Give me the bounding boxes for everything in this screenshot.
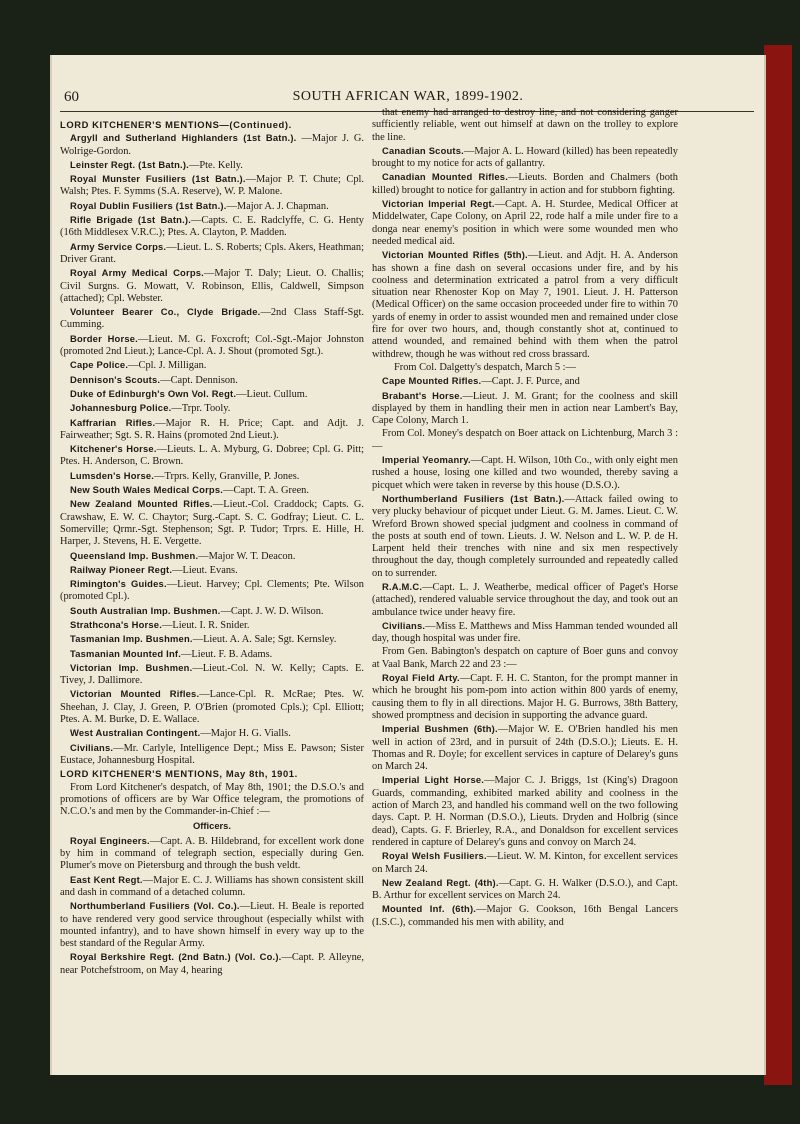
mention-entry <box>60 306 364 332</box>
paragraph: that enemy had arranged to destroy line, and not considering ganger sufficiently reliable, went out himself at dawn on the trolley to explore the line. <box>372 107 678 143</box>
mention-entry <box>372 723 678 773</box>
mention-entry <box>60 417 364 443</box>
unit-name: Leinster Regt. (1st Batn.). <box>70 158 189 170</box>
entry-text: —Capt. F. H. C. Stanton, for the prompt manner in which he brought his pom-pom into action within 800 yards of enemy, causing them to fly in all directions. Major H. G. Burrows, 38th Battery, showed promptness and decision in supporting the advance guard. <box>372 673 678 721</box>
entry-text: —Lieut. A. A. Sale; Sgt. Kernsley. <box>192 634 337 646</box>
entry-text: —Major W. E. O'Brien handled his men well in action of 23rd, and in pursuit of 24th (D.S.O.); Lieuts. E. H. Thomas and R. Doyle; for excellent services in capture of Delarey's guns on March 24. <box>372 724 678 773</box>
entry-text: —Lieut. H. Beale is reported to have rendered very good service throughout (especially whilst with mounted infantry), and to have shown himself in every way up to the best standard of the Regular Army. <box>60 901 364 950</box>
unit-name: New Zealand Regt. (4th). <box>382 876 499 888</box>
entry-text: —Lieuts. Borden and Chalmers (both killed) brought to notice for gallantry in action and for stubborn fighting. <box>372 172 678 196</box>
mention-entry <box>60 619 364 632</box>
unit-name: Army Service Corps. <box>70 240 167 252</box>
running-title: SOUTH AFRICAN WAR, 1899-1902. <box>292 89 524 104</box>
entry-text: —Capt. P. Alleyne, near Potchefstroom, on May 4, hearing <box>60 952 365 976</box>
mention-entry <box>60 484 364 497</box>
mention-entry <box>60 564 364 577</box>
entry-text: —Trpr. Tooly. <box>171 403 231 415</box>
mention-entry <box>60 648 364 661</box>
unit-name: Victorian Mounted Rifles (5th). <box>382 249 528 261</box>
mention-entry <box>372 493 678 580</box>
mention-entry <box>372 145 678 171</box>
mention-entry <box>60 874 364 900</box>
unit-name: Cape Mounted Rifles. <box>382 375 482 387</box>
mention-entry <box>60 173 364 199</box>
mention-entry <box>60 267 364 305</box>
entry-text: —Pte. Kelly. <box>188 159 243 171</box>
entry-text: —Lieut. Harvey; Cpl. Clements; Pte. Wilson (promoted Cpl.). <box>60 579 364 603</box>
mention-entry <box>60 605 364 618</box>
unit-name: Northumberland Fusiliers (1st Batn.). <box>382 492 565 504</box>
mention-entry <box>60 550 364 563</box>
mention-entry <box>60 688 364 726</box>
unit-name: Victorian Imperial Regt. <box>382 198 495 210</box>
entry-text: —Major W. T. Deacon. <box>198 550 296 562</box>
unit-name: Royal Engineers. <box>70 834 150 846</box>
entry-text: —Lieut. I. R. Snider. <box>162 619 250 631</box>
unit-name: Brabant's Horse. <box>382 389 463 401</box>
mention-entry <box>60 159 364 172</box>
entry-text: —Lieut.-Col. Craddock; Capts. G. Crawshaw, E. W. C. Chaytor; Surg.-Capt. S. C. Godfray; Lieut. C. L. Somerville; Qrmr.-Sgt. Stephenson; Sgt. P. Tudor; Trprs. E. Hille, H. Harper, J. Stevens, H. E. Vergette. <box>60 499 364 548</box>
mention-entry <box>60 470 364 483</box>
unit-name: Argyll and Sutherland Highlanders (1st Batn.). <box>70 132 297 144</box>
unit-name: Royal Welsh Fusiliers. <box>382 850 487 862</box>
unit-name: Kitchener's Horse. <box>70 443 157 455</box>
unit-name: Cape Police. <box>70 359 129 371</box>
entry-text: —Lieut. Evans. <box>172 564 238 576</box>
entry-text: —Attack failed owing to very plucky behaviour of picquet under Lieut. G. M. James. Lieut. C. W. Wreford Brown showed special judgment and coolness in command of the posts at south end of town. Lieuts. J. W. Nelson and L. W. P. de H. Larpent held their trenches with nine and six men respectively throughout the day, though completely surrounded and repeatedly called on to surrender. <box>372 493 678 579</box>
entry-text: —Capt. A. H. Sturdee, Medical Officer at Middelwater, Cape Colony, on April 22, rode half a mile under fire to a donga near enemy's position in which were some wounded men who needed medical aid. <box>372 199 679 247</box>
unit-name: Royal Munster Fusiliers (1st Batn.). <box>70 173 246 185</box>
unit-name: Canadian Mounted Rifles. <box>382 171 509 183</box>
entry-text: —Lieut. and Adjt. H. A. Anderson has shown a fine dash on several occasions under fire, and by his coolness and determination extricated a patrol from a very difficult situation near Rhenoster Kop on May 7, 1901. Lieut. J. H. Patterson (Medical Officer) on the same occasion proceeded under fire to within 70 yards of enemy in order to assist wounded men and remained under close fire for over two hours, and, though constantly shot at, continued to attend wounded, and remained behind with them when the patrol withdrew, though he was without red cross brassard. <box>372 250 678 360</box>
unit-name: Victorian Mounted Rifles. <box>70 688 200 700</box>
mention-entry <box>60 333 364 359</box>
mention-entry <box>60 402 364 415</box>
page-number: 60 <box>64 89 79 105</box>
entry-text: —Capts. C. E. Radclyffe, C. G. Henty (16th Middlesex V.R.C.); Ptes. A. Clayton, P. Madden. <box>60 215 364 239</box>
mention-entry <box>372 877 678 903</box>
unit-name: Johannesburg Police. <box>70 402 172 414</box>
mention-entry <box>60 900 364 950</box>
entry-text: —Major A. L. Howard (killed) has been repeatedly brought to my notice for acts of gallantry. <box>372 145 678 170</box>
entry-text: —Major G. Cookson, 16th Bengal Lancers (I.S.C.), commanded his men with ability, and <box>372 904 678 928</box>
entry-text: —Capt. J. W. D. Wilson. <box>220 605 324 617</box>
mention-entry <box>60 443 364 469</box>
mention-entry <box>372 850 678 876</box>
entry-text: —Capt. H. Wilson, 10th Co., with only eight men rushed a house, losing one killed and two wounded, thereby saving a picquet which were taken in reverse by this house (D.S.O.). <box>372 455 678 491</box>
unit-name: Rimington's Guides. <box>70 578 167 590</box>
entry-text: —Mr. Carlyle, Intelligence Dept.; Miss E. Pawson; Sister Eustace, Johannesburg Hospital. <box>60 742 364 766</box>
mention-entry <box>60 662 364 688</box>
entry-text: —Major R. H. Price; Capt. and Adjt. J. Fairweather; Sgt. S. R. Hains (promoted 2nd Lieut.). <box>60 417 365 441</box>
unit-name: South Australian Imp. Bushmen. <box>70 604 221 616</box>
mention-entry <box>372 198 678 248</box>
subheading: Officers. <box>192 820 232 832</box>
mention-entry <box>372 774 678 849</box>
mention-entry <box>60 498 364 548</box>
entry-text: —Lieut.-Col. N. W. Kelly; Capts. E. Tivey, J. Dallimore. <box>60 662 364 687</box>
entry-text: —Capt. T. A. Green. <box>223 485 309 497</box>
unit-name: Canadian Scouts. <box>382 144 464 156</box>
entry-text: —Lieut. F. B. Adams. <box>181 648 273 660</box>
mention-entry <box>372 171 678 197</box>
mention-entry <box>372 249 678 361</box>
paragraph: From Gen. Babington's despatch on capture of Boer guns and convoy at Vaal Bank, March 22 and 23 :— <box>372 646 678 670</box>
mention-entry <box>372 672 678 722</box>
entry-text: —Major P. T. Chute; Cpl. Walsh; Ptes. F. Symms (S.A. Reserve), W. P. Malone. <box>60 174 364 198</box>
entry-text: —Capt. J. F. Purce, and <box>481 376 580 388</box>
entry-text: —Lieuts. L. A. Myburg, G. Dobree; Cpl. G. Pitt; Ptes. H. Anderson, C. Brown. <box>60 444 364 468</box>
unit-name: Royal Army Medical Corps. <box>70 267 204 279</box>
unit-name: Victorian Imp. Bushmen. <box>70 661 193 673</box>
left-column <box>60 119 364 978</box>
entry-text: —Trprs. Kelly, Granville, P. Jones. <box>154 470 300 482</box>
mention-entry <box>60 742 364 768</box>
unit-name: Lumsden's Horse. <box>70 469 155 481</box>
entry-text: —Lieut. J. M. Grant; for the coolness and skill displayed by them in handling their men in action near Lambert's Bay, Cape Colony, March 1. <box>372 390 678 427</box>
entry-text: —Major E. C. J. Williams has shown consistent skill and dash in command of a detached column. <box>60 874 364 898</box>
unit-name: Mounted Inf. (6th). <box>382 903 477 915</box>
unit-name: Royal Dublin Fusiliers (1st Batn.). <box>70 199 227 211</box>
unit-name: R.A.M.C. <box>382 580 423 592</box>
unit-name: Civilians. <box>70 741 114 753</box>
mention-entry <box>372 581 678 619</box>
mention-entry <box>60 200 364 213</box>
entry-text: —Major C. J. Briggs, 1st (King's) Dragoon Guards, commanding, exhibited marked ability and coolness in the action of March 23, and handled his command well on the two following days. Capt. P. H. Norman (D.S.O.), Lieuts. Dryden and Holbrig (since dead), Capts. G. F. Brierley, R.A., and Donaldson for excellent services rendered in capture of Delarey's guns and convoy on March 24. <box>372 775 679 848</box>
unit-name: Rifle Brigade (1st Batn.). <box>70 214 192 226</box>
mention-entry <box>60 578 364 604</box>
unit-name: Royal Berkshire Regt. (2nd Batn.) (Vol. Co.). <box>70 951 282 963</box>
entry-text: —Major J. G. Wolrige-Gordon. <box>60 133 365 157</box>
mention-entry <box>60 951 364 977</box>
book-page <box>50 55 766 1075</box>
unit-name: Kaffrarian Rifles. <box>70 416 156 428</box>
entry-text: —Lieut. L. S. Roberts; Cpls. Akers, Heathman; Driver Grant. <box>60 241 364 265</box>
unit-name: Northumberland Fusiliers (Vol. Co.). <box>70 900 240 912</box>
unit-name: Volunteer Bearer Co., Clyde Brigade. <box>70 306 261 318</box>
entry-text: —Miss E. Matthews and Miss Hamman tended wounded all day, though hospital was under fire. <box>372 620 678 645</box>
mention-entry <box>372 390 678 428</box>
unit-name: Strathcona's Horse. <box>70 618 162 630</box>
unit-name: Imperial Bushmen (6th). <box>382 723 498 735</box>
entry-text: —Lance-Cpl. R. McRae; Ptes. W. Sheehan, J. Clay, J. Green, P. O'Brien (promoted Cpls.); Cpl. Elliott; Ptes. A. M. Burke, D. E. Wallace. <box>60 689 364 726</box>
unit-name: Imperial Light Horse. <box>382 774 485 786</box>
mention-entry <box>372 375 678 388</box>
section-heading: LORD KITCHENER'S MENTIONS—(Continued). <box>60 119 292 130</box>
unit-name: Duke of Edinburgh's Own Vol. Regt. <box>70 387 237 399</box>
entry-text: —Cpl. J. Milligan. <box>128 360 207 372</box>
mention-entry <box>60 359 364 372</box>
unit-name: Railway Pioneer Regt. <box>70 563 173 575</box>
entry-text: —2nd Class Staff-Sgt. Cumming. <box>60 307 364 331</box>
unit-name: Civilians. <box>382 619 426 631</box>
unit-name: Queensland Imp. Bushmen. <box>70 549 199 561</box>
entry-text: —Lieut. W. M. Kinton, for excellent services on March 24. <box>372 851 678 875</box>
unit-name: Dennison's Scouts. <box>70 373 161 385</box>
entry-text: —Capt. L. J. Weatherbe, medical officer of Paget's Horse (attached), rendered valuable service throughout the day, and took out an ambulance twice under heavy fire. <box>372 581 678 618</box>
mention-entry <box>60 214 364 240</box>
section-heading: LORD KITCHENER'S MENTIONS, May 8th, 1901. <box>60 768 298 780</box>
unit-name: Imperial Yeomanry. <box>382 454 471 466</box>
mention-entry <box>60 241 364 267</box>
mention-entry <box>372 454 678 492</box>
unit-name: West Australian Contingent. <box>70 727 201 739</box>
unit-name: Royal Field Arty. <box>382 672 460 684</box>
paragraph: From Lord Kitchener's despatch, of May 8th, 1901; the D.S.O.'s and promotions of officers are by War Office telegram, the promotions of N.C.O.'s and men by the Commander-in-Chief :— <box>60 781 364 818</box>
mention-entry <box>372 903 678 929</box>
right-column <box>372 107 678 930</box>
mention-entry <box>60 835 364 873</box>
paragraph: From Col. Money's despatch on Boer attack on Lichtenburg, March 3 :— <box>372 428 678 452</box>
entry-text: —Capt. Dennison. <box>160 374 238 386</box>
unit-name: Tasmanian Mounted Inf. <box>70 647 181 659</box>
unit-name: Border Horse. <box>70 332 138 344</box>
despatch-intro: From Col. Dalgetty's despatch, March 5 :— <box>394 361 576 373</box>
mention-entry <box>372 620 678 646</box>
entry-text: —Major T. Daly; Lieut. O. Challis; Civil Surgns. G. Mowatt, V. Robinson, Ellis, Caldwell, Simpson (attached); Cpl. Webster. <box>60 268 364 304</box>
entry-text: —Capt. A. B. Hildebrand, for excellent work done by him in command of telegraph section, especially during Gen. Plumer's move on Pietersburg and through the bush veldt. <box>60 835 364 872</box>
unit-name: East Kent Regt. <box>70 873 143 885</box>
book-cover-edge <box>764 45 792 1085</box>
unit-name: New Zealand Mounted Rifles. <box>70 498 213 510</box>
entry-text: —Capt. G. H. Walker (D.S.O.), and Capt. B. Arthur for excellent services on March 24. <box>372 877 678 902</box>
entry-text: —Major H. G. Vialls. <box>200 728 291 740</box>
entry-text: —Lieut. Cullum. <box>236 388 308 400</box>
unit-name: Tasmanian Imp. Bushmen. <box>70 633 193 645</box>
mention-entry <box>60 727 364 740</box>
unit-name: New South Wales Medical Corps. <box>70 484 224 496</box>
mention-entry <box>60 388 364 401</box>
mention-entry <box>60 132 364 158</box>
entry-text: —Major A. J. Chapman. <box>226 200 329 212</box>
mention-entry <box>60 374 364 387</box>
mention-entry <box>60 633 364 646</box>
entry-text: —Lieut. M. G. Foxcroft; Col.-Sgt.-Major Johnston (promoted 2nd Lieut.); Lance-Cpl. A. J. Shout (promoted Sgt.). <box>60 333 364 358</box>
